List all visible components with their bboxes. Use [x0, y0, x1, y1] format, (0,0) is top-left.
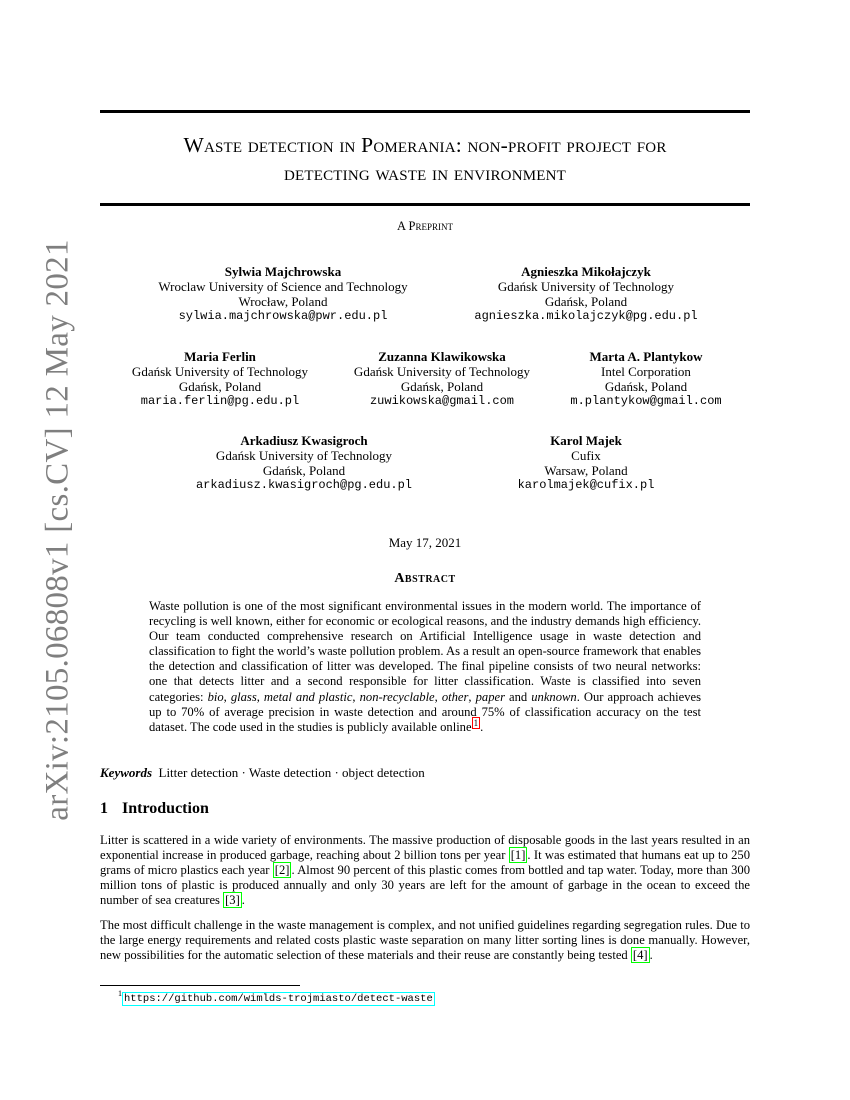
author-affiliation: Intel Corporation [601, 364, 691, 379]
author-block [132, 349, 308, 409]
author-name: Sylwia Majchrowska [224, 264, 342, 279]
footnote-mark: 1 [118, 989, 122, 998]
author-location: Gdańsk, Poland [400, 379, 484, 394]
author-location: Wrocław, Poland [238, 294, 328, 309]
author-email[interactable]: karolmajek@cufix.pl [517, 478, 655, 492]
citation-link[interactable]: [2] [274, 863, 290, 878]
author-affiliation: Gdańsk University of Technology [131, 364, 309, 379]
author-block [570, 349, 721, 409]
abstract-body: Waste pollution is one of the most significant environmental issues in the modern world. The importance of recycling is well known, either for economic or ecological reasons, and the industry demands high efficiency. Our team conducted comprehensive research on Artificial Intelligence usage in waste detection and classification to fight the world’s waste pollution problem. As a result an open-source framework that enables the detection and classification of litter was developed. The final pipeline consists of two neural networks: one that detects litter and a second responsible for litter classification. Waste is classified into seven categories: bio, glass, metal and plastic, non-recyclable, other, paper and unknown. Our approach achieves up to 70% of average precision in waste detection and around 75% of classification accuracy on the test dataset. The code used in the studies is publicly available online $^1$ . [149, 599, 702, 734]
footnote [118, 989, 435, 1005]
keywords-label: Keywords [100, 765, 152, 780]
author-affiliation: Gdańsk University of Technology [497, 279, 675, 294]
author-email[interactable]: zuwikowska@gmail.com [369, 394, 515, 408]
author-affiliation: Gdańsk University of Technology [353, 364, 531, 379]
author-name: Maria Ferlin [184, 349, 256, 364]
author-affiliation: Cufix [571, 448, 601, 463]
citation-link[interactable]: [4] [632, 948, 648, 963]
citation-link[interactable]: [1] [510, 848, 526, 863]
author-email[interactable]: arkadiusz.kwasigroch@pg.edu.pl [195, 478, 413, 492]
author-name: Arkadiusz Kwasigroch [240, 433, 368, 448]
author-affiliation: Wroclaw University of Science and Technology [158, 279, 408, 294]
title-bottom-rule [100, 203, 750, 206]
author-name: Karol Majek [550, 433, 622, 448]
author-email[interactable]: agnieszka.mikolajczyk@pg.edu.pl [474, 309, 698, 323]
intro-paragraph-2: The most difficult challenge in the waste management is complex, and not unified guidelines regarding segregation rules. Due to the large energy requirements and related costs plastic waste separation on many litter sorting lines is done manually. However, new possibilities for the automatic selection of these materials and their reuse are constantly being tested [4] . [100, 918, 750, 963]
author-block [474, 264, 697, 324]
arxiv-identifier[interactable]: arXiv:2105.06808v1 [cs.CV] 12 May 2021 [39, 239, 76, 821]
title-line-2: detecting waste in environment [283, 161, 567, 185]
author-block [158, 264, 407, 324]
author-block [354, 349, 530, 409]
section-number: 1 [100, 800, 108, 817]
section-heading [100, 800, 209, 818]
author-email[interactable]: sylwia.majchrowska@pwr.edu.pl [178, 309, 388, 323]
author-affiliation: Gdańsk University of Technology [215, 448, 393, 463]
author-block [196, 433, 412, 493]
footnote-rule [100, 985, 300, 986]
author-name: Zuzanna Klawikowska [378, 349, 506, 364]
author-location: Gdańsk, Poland [544, 294, 628, 309]
section-title: Introduction [122, 800, 209, 817]
author-name: Agnieszka Mikołajczyk [521, 264, 651, 279]
intro-paragraph-1: Litter is scattered in a wide variety of environments. The massive production of disposable goods in the last years resulted in an exponential increase in produced garbage, reaching about 2 billion tons per year [1] . It was estimated that humans eat up to 250 grams of micro plastics each year [2] . Almost 90 percent of this plastic comes from bottled and tap water. Today, more than 300 million tons of plastic is produced annually and only 30 years are left for the amount of garbage in the ocean to exceed the number of sea creatures [3] . [100, 833, 751, 908]
footnote-url-link[interactable]: https://github.com/wimlds-trojmiasto/detect-waste [124, 992, 433, 1005]
publication-date: May 17, 2021 [388, 535, 462, 550]
author-location: Gdańsk, Poland [178, 379, 262, 394]
author-block [518, 433, 655, 493]
author-location: Warsaw, Poland [544, 463, 628, 478]
author-location: Gdańsk, Poland [262, 463, 346, 478]
author-email[interactable]: m.plantykow@gmail.com [570, 394, 722, 408]
author-email[interactable]: maria.ferlin@pg.edu.pl [140, 394, 300, 408]
author-name: Marta A. Plantykow [589, 349, 703, 364]
author-location: Gdańsk, Poland [604, 379, 688, 394]
paper-title [100, 131, 750, 187]
abstract-heading: Abstract [394, 571, 456, 586]
footnote-link[interactable]: 1 [473, 717, 479, 728]
keywords-line [100, 765, 425, 781]
citation-link[interactable]: [3] [225, 893, 240, 908]
keywords-text: Litter detection · Waste detection · object detection [158, 765, 425, 780]
title-top-rule [100, 110, 750, 113]
title-line-1: Waste detection in Pomerania: non-profit project for [183, 133, 667, 157]
preprint-label: A Preprint [397, 219, 453, 233]
